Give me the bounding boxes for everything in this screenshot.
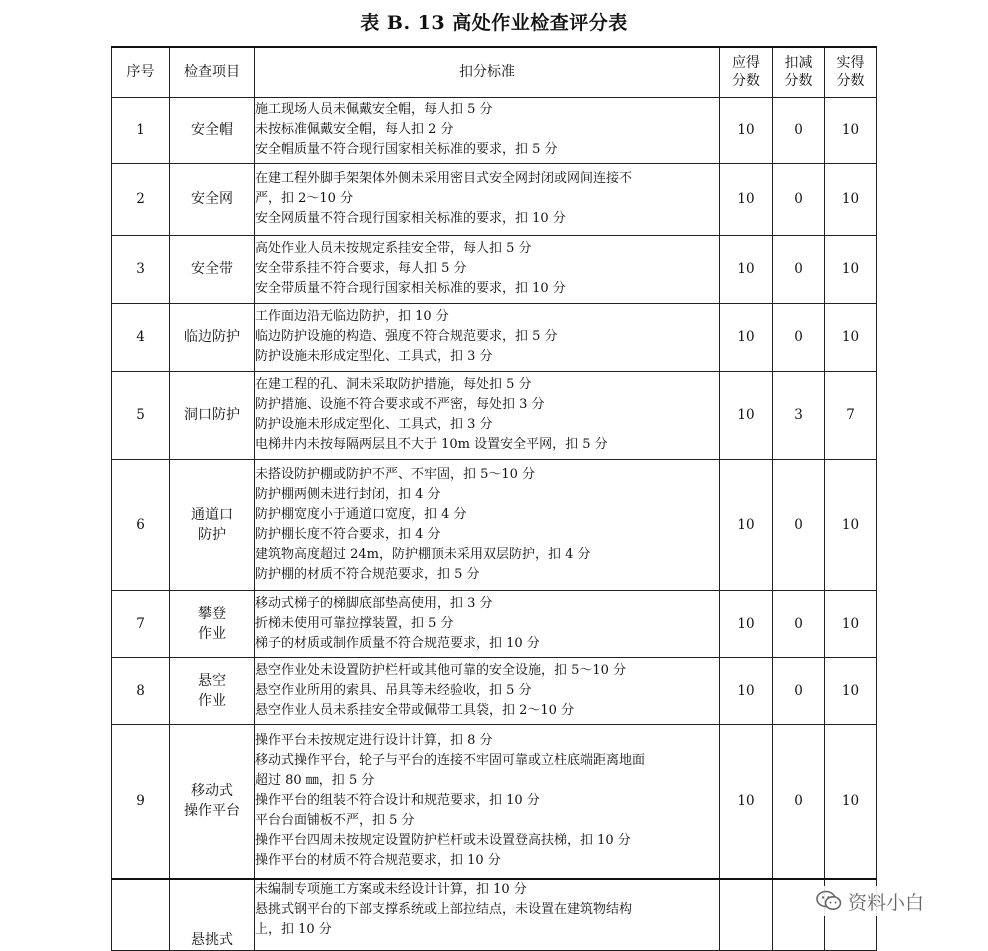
table-row <box>112 879 877 951</box>
cell-deduct: 0 <box>773 163 825 235</box>
cell-seq: 3 <box>112 235 170 303</box>
cell-seq <box>112 879 170 951</box>
standard-line: 未搭设防护棚或防护不严、不牢固，扣 5～10 分 <box>255 466 536 482</box>
standard-line: 在建工程的孔、洞未采取防护措施，每处扣 5 分 <box>255 377 532 392</box>
cell-deduct: 0 <box>773 590 825 657</box>
cell-item: 移动式 操作平台 <box>170 724 255 879</box>
cell-deduct: 0 <box>773 459 825 590</box>
cell-seq: 8 <box>112 657 170 724</box>
standard-line: 防护设施未形成定型化、工具式，扣 3 分 <box>255 349 493 364</box>
standard-line: 安全带质量不符合现行国家相关标准的要求，扣 10 分 <box>255 281 566 296</box>
standard-line: 电梯井内未按每隔两层且不大于 10m 设置安全平网，扣 5 分 <box>255 437 608 452</box>
standard-line: 悬空作业所用的索具、吊具等未经验收，扣 5 分 <box>255 682 532 698</box>
cell-seq: 7 <box>112 590 170 657</box>
cell-actual: 10 <box>825 97 877 163</box>
standard-line: 临边防护设施的构造、强度不符合规范要求，扣 5 分 <box>255 329 558 344</box>
cell-deduct: 0 <box>773 724 825 879</box>
standard-line: 操作平台未按规定进行设计计算，扣 8 分 <box>255 733 493 749</box>
standard-line: 折梯未使用可靠拉撑装置，扣 5 分 <box>255 615 454 631</box>
header-seq: 序号 <box>112 47 170 97</box>
watermark-text: 资料小白 <box>848 891 925 914</box>
standard-line: 施工现场人员未佩戴安全帽，每人扣 5 分 <box>255 102 493 117</box>
header-actual: 实得 分数 <box>825 47 877 97</box>
cell-due <box>720 879 773 951</box>
standard-line: 超过 80 ㎜，扣 5 分 <box>255 773 375 789</box>
cell-item: 安全网 <box>170 163 255 235</box>
cell-standard <box>255 97 720 163</box>
standard-line: 防护棚长度不符合要求，扣 4 分 <box>255 526 441 542</box>
wechat-icon <box>816 890 842 912</box>
cell-standard <box>255 235 720 303</box>
table-row <box>112 235 877 303</box>
standard-line: 悬挑式钢平台的下部支撑系统或上部拉结点，未设置在建筑物结构 <box>255 902 633 917</box>
cell-standard <box>255 303 720 371</box>
standard-line: 防护设施未形成定型化、工具式，扣 3 分 <box>255 417 493 432</box>
standard-line: 安全帽质量不符合现行国家相关标准的要求，扣 5 分 <box>255 142 558 157</box>
standard-line: 操作平台四周未按规定设置防护栏杆或未设置登高扶梯，扣 10 分 <box>255 833 631 849</box>
cell-actual: 10 <box>825 303 877 371</box>
cell-deduct: 3 <box>773 371 825 459</box>
standard-line: 梯子的材质或制作质量不符合规范要求，扣 10 分 <box>255 635 540 651</box>
cell-due: 10 <box>720 235 773 303</box>
standard-line: 操作平台的材质不符合规范要求，扣 10 分 <box>255 853 501 869</box>
standard-line: 严，扣 2～10 分 <box>255 191 354 206</box>
cell-seq: 5 <box>112 371 170 459</box>
cell-standard <box>255 879 720 951</box>
header-standard: 扣分标准 <box>255 47 720 97</box>
standard-line: 高处作业人员未按规定系挂安全带，每人扣 5 分 <box>255 241 532 256</box>
header-item: 检查项目 <box>170 47 255 97</box>
cell-item: 洞口防护 <box>170 371 255 459</box>
table-row <box>112 724 877 879</box>
cell-actual: 10 <box>825 724 877 879</box>
cell-due: 10 <box>720 590 773 657</box>
cell-seq: 2 <box>112 163 170 235</box>
cell-item: 悬挑式 <box>170 879 255 951</box>
table-row <box>112 657 877 724</box>
cell-standard <box>255 724 720 879</box>
cell-actual: 10 <box>825 163 877 235</box>
header-deduct: 扣减 分数 <box>773 47 825 97</box>
cell-actual: 7 <box>825 371 877 459</box>
cell-due: 10 <box>720 459 773 590</box>
standard-line: 移动式操作平台，轮子与平台的连接不牢固可靠或立柱底端距离地面 <box>255 753 646 769</box>
cell-item: 临边防护 <box>170 303 255 371</box>
standard-line: 防护棚两侧未进行封闭，扣 4 分 <box>255 486 441 502</box>
cell-item: 攀登 作业 <box>170 590 255 657</box>
header-row <box>112 47 877 97</box>
table-row <box>112 371 877 459</box>
cell-seq: 6 <box>112 459 170 590</box>
table-title: 表 B. 13 高处作业检查评分表 <box>360 12 628 34</box>
table-row <box>112 590 877 657</box>
cell-due: 10 <box>720 163 773 235</box>
standard-line: 移动式梯子的梯脚底部垫高使用，扣 3 分 <box>255 595 493 611</box>
standard-line: 未按标准佩戴安全帽，每人扣 2 分 <box>255 122 454 137</box>
standard-line: 防护措施、设施不符合要求或不严密，每处扣 3 分 <box>255 397 545 412</box>
cell-actual: 10 <box>825 657 877 724</box>
standard-line: 建筑物高度超过 24m，防护棚顶未采用双层防护，扣 4 分 <box>255 546 591 562</box>
cell-seq: 9 <box>112 724 170 879</box>
table-row <box>112 97 877 163</box>
cell-item: 通道口 防护 <box>170 459 255 590</box>
cell-due: 10 <box>720 724 773 879</box>
cell-due: 10 <box>720 657 773 724</box>
standard-line: 平台台面铺板不严，扣 5 分 <box>255 813 415 829</box>
watermark <box>810 886 930 916</box>
standard-line: 工作面边沿无临边防护，扣 10 分 <box>255 309 449 324</box>
table-row <box>112 163 877 235</box>
table-row <box>112 303 877 371</box>
header-due: 应得 分数 <box>720 47 773 97</box>
cell-deduct: 0 <box>773 657 825 724</box>
cell-standard <box>255 657 720 724</box>
standard-line: 安全网质量不符合现行国家相关标准的要求，扣 10 分 <box>255 211 566 226</box>
cell-seq: 1 <box>112 97 170 163</box>
cell-due: 10 <box>720 371 773 459</box>
standard-line: 防护棚宽度小于通道口宽度，扣 4 分 <box>255 506 467 522</box>
cell-deduct: 0 <box>773 235 825 303</box>
standard-line: 操作平台的组装不符合设计和规范要求，扣 10 分 <box>255 793 540 809</box>
score-table <box>111 46 877 951</box>
standard-line: 在建工程外脚手架架体外侧未采用密目式安全网封闭或网间连接不 <box>255 171 633 186</box>
standard-line: 悬空作业处未设置防护栏杆或其他可靠的安全设施，扣 5～10 分 <box>255 662 627 678</box>
standard-line: 安全带系挂不符合要求，每人扣 5 分 <box>255 261 467 276</box>
cell-due: 10 <box>720 97 773 163</box>
cell-deduct: 0 <box>773 303 825 371</box>
standard-line: 未编制专项施工方案或未经设计计算，扣 10 分 <box>255 882 527 897</box>
cell-actual: 10 <box>825 590 877 657</box>
cell-standard <box>255 590 720 657</box>
cell-standard <box>255 371 720 459</box>
cell-actual: 10 <box>825 235 877 303</box>
standard-line: 悬空作业人员未系挂安全带或佩带工具袋，扣 2～10 分 <box>255 702 575 718</box>
cell-actual: 10 <box>825 459 877 590</box>
cell-seq: 4 <box>112 303 170 371</box>
table-row <box>112 459 877 590</box>
cell-due: 10 <box>720 303 773 371</box>
cell-item: 安全带 <box>170 235 255 303</box>
cell-standard <box>255 163 720 235</box>
standard-line: 防护棚的材质不符合规范要求，扣 5 分 <box>255 566 480 582</box>
cell-standard <box>255 459 720 590</box>
standard-line: 上，扣 10 分 <box>255 922 332 937</box>
cell-item: 安全帽 <box>170 97 255 163</box>
cell-item: 悬空 作业 <box>170 657 255 724</box>
cell-deduct: 0 <box>773 97 825 163</box>
